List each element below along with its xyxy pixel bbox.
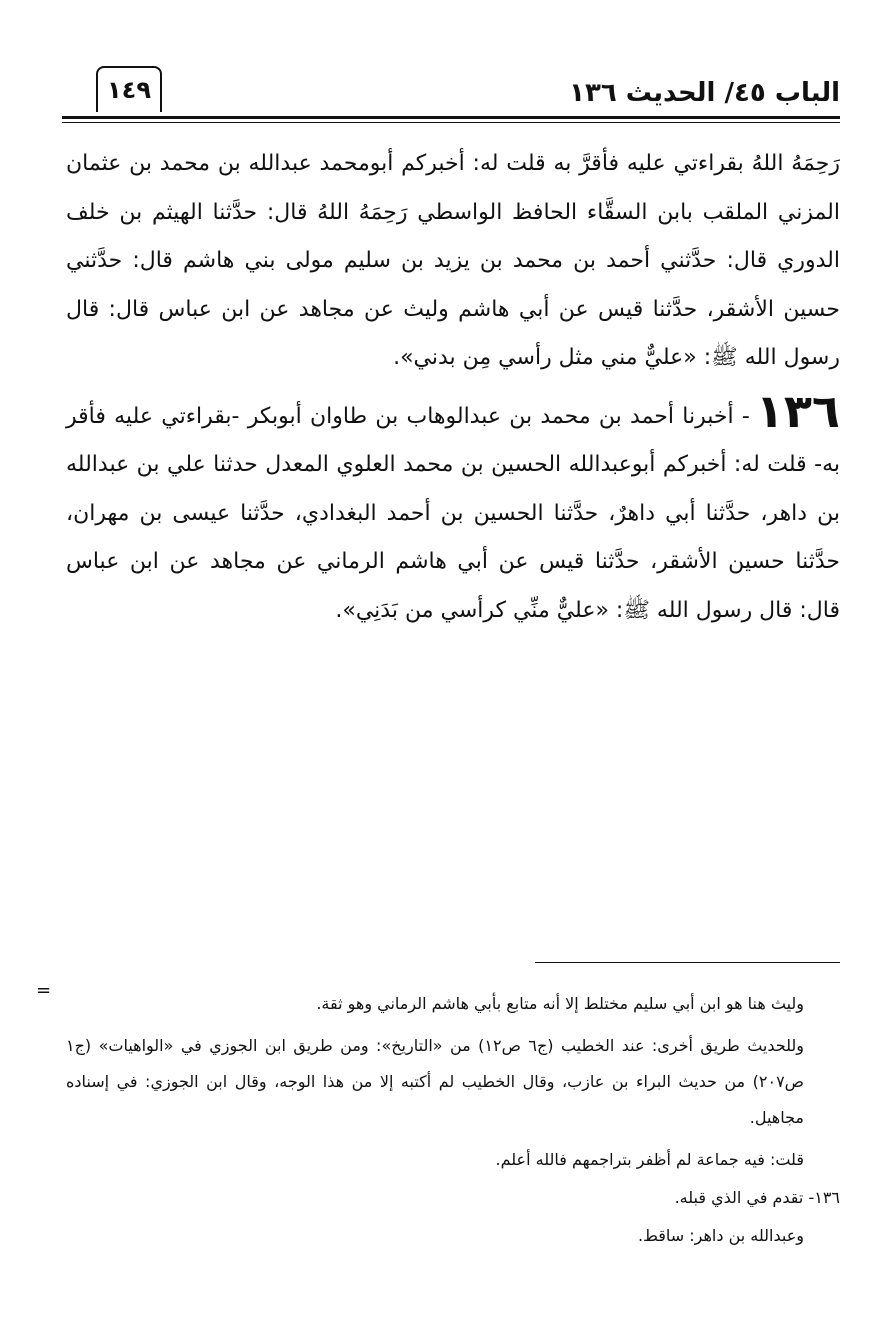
running-title: الباب ٤٥/ الحديث ١٣٦ xyxy=(569,78,840,108)
header-rule-thick xyxy=(62,116,840,119)
paragraph-hadith-135-end: رَحِمَهُ اللهُ بقراءتي عليه فأقرَّ به قلت له: أخبركم أبومحمد عبدالله بن محمد بن عثمان المزني الملقب بابن السقَّاء الحافظ الواسطي رَحِمَهُ اللهُ قال: حدَّثنا الهيثم بن خلف الدوري قال: حدَّثني أحمد بن محمد بن يزيد بن سليم مولى بني هاشم قال: حدَّثني حسين الأشقر، حدَّثنا قيس عن أبي هاشم وليث عن مجاهد عن ابن عباس قال: قال رسول الله ﷺ: «عليٌّ مني مثل رأسي مِن بدني». xyxy=(66,151,840,370)
footnote-line: وعبدالله بن داهر: ساقط. xyxy=(637,1226,804,1245)
page-header xyxy=(62,66,840,126)
footnote-continuation-mark: = xyxy=(36,980,52,1001)
hadith-number: ١٣٦ xyxy=(755,383,840,438)
page-number: ١٤٩ xyxy=(107,76,151,104)
header-rule-thin xyxy=(62,122,840,123)
footnote-line: وليث هنا هو ابن أبي سليم مختلط إلا أنه متابع بأبي هاشم الرماني وهو ثقة. xyxy=(316,994,804,1013)
page-number-frame xyxy=(96,66,162,112)
footnote-separator xyxy=(535,962,840,963)
footnote-hadith-136: ١٣٦- تقدم في الذي قبله. xyxy=(674,1188,840,1207)
footnote-paragraph: وللحديث طريق أخرى: عند الخطيب (ج٦ ص١٢) من «التاريخ»: ومن طريق ابن الجوزي في «الواهيات» (ج١ ص٢٠٧) من حديث البراء بن عازب، وقال الخطيب لم أكتبه إلا من هذا الوجه، وقال ابن الجوزي: في إسناده مجاهيل. xyxy=(66,1036,804,1127)
hadith-136-text: - أخبرنا أحمد بن محمد بن عبدالوهاب بن طاوان أبوبكر -بقراءتي عليه فأقر به- قلت له: أخبركم أبوعبدالله الحسين بن محمد العلوي المعدل حدثنا علي بن عبدالله بن داهر، حدَّثنا أبي داهرٌ، حدَّثنا الحسين بن أحمد البغدادي، حدَّثنا عيسى بن مهران، حدَّثنا حسين الأشقر، حدَّثنا قيس عن أبي هاشم الرماني عن مجاهد عن ابن عباس قال: قال رسول الله ﷺ: «عليٌّ منِّي كرأسي من بَدَنِي». xyxy=(66,403,840,623)
paragraph-hadith-136 xyxy=(66,383,840,636)
main-text xyxy=(66,140,840,635)
footnote-line: قلت: فيه جماعة لم أظفر بتراجمهم فالله أعلم. xyxy=(495,1150,804,1169)
footnotes xyxy=(66,986,840,1254)
